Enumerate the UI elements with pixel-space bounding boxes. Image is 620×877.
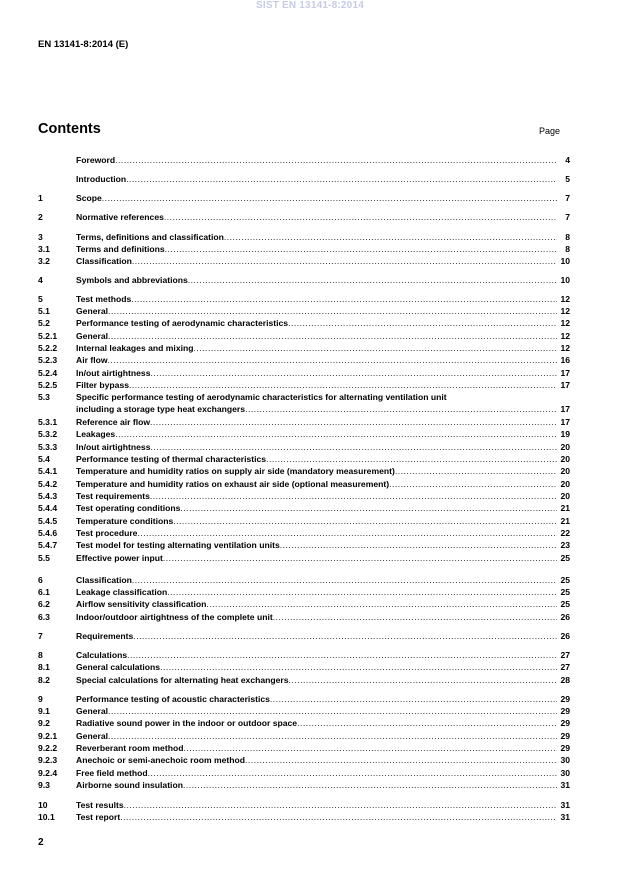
toc-leader-dots <box>108 731 557 742</box>
toc-leader-dots <box>124 800 557 811</box>
toc-entry[interactable] <box>38 317 570 329</box>
toc-entry-number: 5.2.4 <box>38 368 58 378</box>
toc-entry-page: 8 <box>565 232 570 242</box>
toc-entry-page: 29 <box>560 694 570 704</box>
toc-leader-dots <box>132 256 557 267</box>
toc-entry-page: 20 <box>560 454 570 464</box>
toc-entry[interactable] <box>38 255 570 267</box>
toc-entry-title: including a storage type heat exchangers <box>76 404 246 414</box>
toc-entry-title: Airborne sound insulation <box>76 780 183 790</box>
toc-entry-title-wrap <box>76 174 557 185</box>
toc-entry[interactable] <box>38 490 570 502</box>
toc-entry[interactable] <box>38 154 570 166</box>
toc-leader-dots <box>164 212 557 223</box>
toc-entry-number: 9.1 <box>38 706 50 716</box>
toc-entry[interactable] <box>38 574 570 586</box>
toc-entry-number: 6.2 <box>38 599 50 609</box>
toc-entry-title-wrap <box>76 800 557 811</box>
toc-entry[interactable] <box>38 754 570 766</box>
toc-entry-page: 17 <box>560 380 570 390</box>
toc-entry-title: Internal leakages and mixing <box>76 343 194 353</box>
toc-entry-title: Effective power input <box>76 553 163 563</box>
toc-leader-dots <box>137 528 557 539</box>
toc-leader-dots <box>297 718 557 729</box>
page-title: Contents <box>38 121 101 137</box>
toc-entry-number: 5.2.3 <box>38 355 58 365</box>
toc-entry[interactable] <box>38 173 570 185</box>
toc-leader-dots <box>183 780 557 791</box>
toc-entry-number: 5.2 <box>38 318 50 328</box>
toc-entry-page: 30 <box>560 768 570 778</box>
toc-entry-title-wrap <box>76 193 557 204</box>
toc-leader-dots <box>173 516 557 527</box>
toc-entry-number: 5.2.1 <box>38 331 58 341</box>
toc-leader-dots <box>148 768 557 779</box>
toc-entry-title-wrap <box>76 155 557 166</box>
toc-leader-dots <box>129 380 557 391</box>
toc-entry-page: 29 <box>560 743 570 753</box>
toc-entry-page: 8 <box>565 244 570 254</box>
toc-entry-page: 17 <box>560 368 570 378</box>
toc-entry-page: 29 <box>560 731 570 741</box>
toc-entry-title: Test results <box>76 800 124 810</box>
toc-entry-page: 17 <box>560 404 570 414</box>
toc-entry-page: 20 <box>560 442 570 452</box>
toc-entry-page: 10 <box>560 275 570 285</box>
toc-leader-dots <box>132 575 557 586</box>
toc-entry-number: 1 <box>38 193 43 203</box>
toc-entry[interactable] <box>38 811 570 823</box>
toc-entry-number: 5.3.3 <box>38 442 58 452</box>
toc-leader-dots <box>120 812 557 823</box>
toc-entry-number: 3.2 <box>38 256 50 266</box>
toc-entry-page: 27 <box>560 650 570 660</box>
toc-entry-title: Test procedure <box>76 528 138 538</box>
toc-entry-title-wrap <box>76 380 557 391</box>
toc-entry-page: 28 <box>560 675 570 685</box>
toc-entry-title: Foreword <box>76 155 116 165</box>
toc-entry-number: 7 <box>38 631 43 641</box>
toc-entry[interactable] <box>38 211 570 223</box>
toc-entry-number: 5.4.6 <box>38 528 58 538</box>
toc-entry[interactable] <box>38 742 570 754</box>
toc-leader-dots <box>108 306 557 317</box>
toc-entry-title: Normative references <box>76 212 164 222</box>
toc-leader-dots <box>133 631 557 642</box>
toc-entry[interactable] <box>38 441 570 453</box>
toc-leader-dots <box>395 466 557 477</box>
toc-entry[interactable] <box>38 305 570 317</box>
toc-leader-dots <box>280 540 557 551</box>
toc-entry-title: General <box>76 331 109 341</box>
toc-entry-title-wrap <box>76 479 557 490</box>
toc-entry-title: General <box>76 706 109 716</box>
toc-entry-title-wrap <box>76 706 557 717</box>
toc-entry-page: 7 <box>565 212 570 222</box>
toc-entry-title: Test operating conditions <box>76 503 181 513</box>
toc-leader-dots <box>108 706 557 717</box>
toc-entry-page: 25 <box>560 587 570 597</box>
toc-entry-title-wrap <box>76 755 557 766</box>
toc-leader-dots <box>150 442 557 453</box>
toc-entry-title-wrap <box>76 650 557 661</box>
toc-entry-number: 9.2 <box>38 718 50 728</box>
toc-entry-page: 27 <box>560 662 570 672</box>
toc-entry-title: Test model for testing alternating ventilation units <box>76 540 280 550</box>
toc-entry-page: 16 <box>560 355 570 365</box>
toc-entry[interactable] <box>38 231 570 243</box>
toc-entry-title-wrap <box>76 812 557 823</box>
toc-entry-title: Calculations <box>76 650 128 660</box>
toc-entry[interactable] <box>38 717 570 729</box>
toc-entry-title-wrap <box>76 244 557 255</box>
toc-entry-number: 9.2.2 <box>38 743 58 753</box>
toc-entry-page: 20 <box>560 491 570 501</box>
toc-entry-number: 3.1 <box>38 244 50 254</box>
toc-entry-title-wrap <box>76 694 557 705</box>
toc-entry-title: Symbols and abbreviations <box>76 275 188 285</box>
toc-entry-page: 26 <box>560 631 570 641</box>
toc-entry[interactable] <box>38 428 570 440</box>
toc-leader-dots <box>180 503 557 514</box>
toc-entry-page: 10 <box>560 256 570 266</box>
toc-entry-number: 5.3.1 <box>38 417 58 427</box>
toc-leader-dots <box>163 553 557 564</box>
toc-entry-page: 21 <box>560 516 570 526</box>
toc-entry[interactable] <box>38 403 570 415</box>
toc-entry-title-wrap <box>76 768 557 779</box>
toc-entry-number: 5.4.5 <box>38 516 58 526</box>
toc-entry-title-wrap <box>76 587 557 598</box>
toc-entry-title-wrap <box>76 232 557 243</box>
toc-entry-title: Radiative sound power in the indoor or outdoor space <box>76 718 298 728</box>
toc-entry-title-wrap <box>76 631 557 642</box>
toc-entry-page: 5 <box>565 174 570 184</box>
toc-entry-title: Specific performance testing of aerodynamic characteristics for alternating ventilation unit <box>76 392 447 402</box>
toc-entry-page: 30 <box>560 755 570 765</box>
toc-entry[interactable] <box>38 767 570 779</box>
toc-entry[interactable] <box>38 192 570 204</box>
toc-entry-page: 25 <box>560 575 570 585</box>
toc-entry-title-wrap <box>76 575 557 586</box>
toc-entry-number: 5.4.3 <box>38 491 58 501</box>
toc-entry-title: Test requirements <box>76 491 150 501</box>
toc-entry-number: 5.3.2 <box>38 429 58 439</box>
toc-entry-number: 5.1 <box>38 306 50 316</box>
toc-entry-title: Free field method <box>76 768 148 778</box>
toc-entry-number: 8.1 <box>38 662 50 672</box>
toc-entry-title-wrap <box>76 417 557 428</box>
toc-entry-page: 23 <box>560 540 570 550</box>
toc-leader-dots <box>150 417 557 428</box>
toc-entry-title: General <box>76 731 109 741</box>
toc-entry-page: 22 <box>560 528 570 538</box>
toc-entry-title-wrap <box>76 306 557 317</box>
toc-entry-title: Scope <box>76 193 102 203</box>
toc-entry[interactable] <box>38 293 570 305</box>
toc-entry-title: Anechoic or semi-anechoic room method <box>76 755 246 765</box>
toc-entry[interactable] <box>38 705 570 717</box>
toc-entry[interactable] <box>38 598 570 610</box>
toc-entry-number: 5.4.7 <box>38 540 58 550</box>
toc-entry-title: Performance testing of aerodynamic characteristics <box>76 318 289 328</box>
toc-entry-title-wrap <box>76 675 557 686</box>
toc-entry-number: 5 <box>38 294 43 304</box>
toc-entry[interactable] <box>38 465 570 477</box>
toc-entry[interactable] <box>38 354 570 366</box>
toc-entry[interactable] <box>38 661 570 673</box>
toc-entry-page: 12 <box>560 294 570 304</box>
toc-leader-dots <box>115 155 557 166</box>
toc-entry-title-wrap <box>76 343 557 354</box>
toc-entry-title: Test report <box>76 812 121 822</box>
toc-entry[interactable] <box>38 515 570 527</box>
toc-entry-page: 31 <box>560 800 570 810</box>
toc-entry[interactable] <box>38 391 570 403</box>
toc-entry-title-wrap <box>76 275 557 286</box>
toc-entry-title-wrap <box>76 491 557 502</box>
toc-entry-title: Leakages <box>76 429 116 439</box>
toc-entry-title: Terms and definitions <box>76 244 165 254</box>
toc-entry-title: Test methods <box>76 294 132 304</box>
toc-entry-number: 6 <box>38 575 43 585</box>
toc-entry-title-wrap <box>76 331 557 342</box>
toc-leader-dots <box>273 612 557 623</box>
toc-entry-page: 29 <box>560 706 570 716</box>
toc-leader-dots <box>131 294 557 305</box>
toc-entry-page: 7 <box>565 193 570 203</box>
toc-entry[interactable] <box>38 453 570 465</box>
toc-leader-dots <box>115 429 557 440</box>
toc-entry-title: Reference air flow <box>76 417 151 427</box>
toc-entry-title-wrap <box>76 743 557 754</box>
toc-entry-title: Requirements <box>76 631 134 641</box>
toc-entry-page: 20 <box>560 479 570 489</box>
toc-entry-title: Air flow <box>76 355 108 365</box>
toc-entry-number: 8.2 <box>38 675 50 685</box>
toc-entry-title: In/out airtightness <box>76 442 151 452</box>
toc-leader-dots <box>194 343 558 354</box>
toc-entry-title-wrap <box>76 442 557 453</box>
toc-entry[interactable] <box>38 416 570 428</box>
toc-entry-page: 12 <box>560 331 570 341</box>
toc-entry-title: In/out airtightness <box>76 368 151 378</box>
toc-entry-title-wrap <box>76 404 557 415</box>
toc-entry-title-wrap <box>76 599 557 610</box>
toc-leader-dots <box>245 404 557 415</box>
toc-entry[interactable] <box>38 502 570 514</box>
toc-leader-dots <box>167 587 557 598</box>
toc-leader-dots <box>245 755 557 766</box>
toc-entry-title-wrap <box>76 731 557 742</box>
toc-entry[interactable] <box>38 611 570 623</box>
toc-entry-title-wrap <box>76 516 557 527</box>
toc-entry-title-wrap <box>76 429 557 440</box>
toc-entry[interactable] <box>38 586 570 598</box>
toc-entry-page: 4 <box>565 155 570 165</box>
page-number: 2 <box>38 837 44 848</box>
toc-leader-dots <box>108 331 557 342</box>
toc-entry-page: 19 <box>560 429 570 439</box>
toc-leader-dots <box>266 454 557 465</box>
toc-entry-title-wrap <box>76 466 557 477</box>
toc-entry-title-wrap <box>76 662 557 673</box>
toc-entry-title: Classification <box>76 256 132 266</box>
toc-entry[interactable] <box>38 779 570 791</box>
toc-entry-title: Temperature and humidity ratios on supply air side (mandatory measurement) <box>76 466 395 476</box>
toc-entry[interactable] <box>38 630 570 642</box>
toc-leader-dots <box>389 479 557 490</box>
toc-entry-number: 10.1 <box>38 812 55 822</box>
toc-entry-page: 12 <box>560 306 570 316</box>
toc-entry[interactable] <box>38 478 570 490</box>
toc-entry-title-wrap <box>76 212 557 223</box>
toc-entry-title: Leakage classification <box>76 587 168 597</box>
toc-entry-number: 6.3 <box>38 612 50 622</box>
toc-entry[interactable] <box>38 379 570 391</box>
toc-entry[interactable] <box>38 799 570 811</box>
document-code: EN 13141-8:2014 (E) <box>38 39 129 50</box>
toc-entry-title-wrap <box>76 540 557 551</box>
toc-entry-title: Terms, definitions and classification <box>76 232 224 242</box>
toc-entry[interactable] <box>38 527 570 539</box>
toc-entry-number: 5.3 <box>38 392 50 402</box>
toc-leader-dots <box>150 368 557 379</box>
toc-entry[interactable] <box>38 539 570 551</box>
toc-entry-title-wrap <box>76 553 557 564</box>
toc-leader-dots <box>108 355 557 366</box>
toc-entry[interactable] <box>38 730 570 742</box>
toc-entry-number: 9.2.4 <box>38 768 58 778</box>
toc-entry-title: Filter bypass <box>76 380 130 390</box>
toc-entry-page: 26 <box>560 612 570 622</box>
toc-entry-title: Classification <box>76 575 132 585</box>
toc-entry-number: 2 <box>38 212 43 222</box>
toc-leader-dots <box>126 174 557 185</box>
toc-entry-title-wrap <box>76 294 557 305</box>
toc-entry-page: 12 <box>560 343 570 353</box>
toc-entry[interactable] <box>38 367 570 379</box>
toc-entry-title-wrap <box>76 503 557 514</box>
toc-entry-page: 25 <box>560 599 570 609</box>
toc-entry-title-wrap <box>76 256 557 267</box>
toc-entry-number: 10 <box>38 800 48 810</box>
toc-entry-title: Special calculations for alternating heat exchangers <box>76 675 289 685</box>
toc-entry-number: 9 <box>38 694 43 704</box>
toc-entry-page: 25 <box>560 553 570 563</box>
toc-entry-page: 31 <box>560 812 570 822</box>
toc-entry-title: Airflow sensitivity classification <box>76 599 207 609</box>
toc-entry-page: 20 <box>560 466 570 476</box>
toc-entry-number: 3 <box>38 232 43 242</box>
toc-leader-dots <box>289 675 557 686</box>
toc-entry-number: 5.2.2 <box>38 343 58 353</box>
toc-entry-title-wrap <box>76 780 557 791</box>
toc-entry-page: 12 <box>560 318 570 328</box>
toc-entry-title: Performance testing of acoustic characteristics <box>76 694 270 704</box>
toc-entry-number: 6.1 <box>38 587 50 597</box>
page-column-label: Page <box>539 126 561 136</box>
toc-entry[interactable] <box>38 693 570 705</box>
toc-leader-dots <box>206 599 557 610</box>
toc-entry-number: 4 <box>38 275 43 285</box>
toc-entry-number: 5.4 <box>38 454 50 464</box>
toc-entry-title: Temperature conditions <box>76 516 174 526</box>
toc-entry[interactable] <box>38 649 570 661</box>
toc-entry-title-wrap <box>76 612 557 623</box>
toc-leader-dots <box>183 743 557 754</box>
toc-leader-dots <box>270 694 557 705</box>
toc-entry-title: General calculations <box>76 662 161 672</box>
toc-entry[interactable] <box>38 243 570 255</box>
toc-leader-dots <box>224 232 557 243</box>
toc-entry-page: 17 <box>560 417 570 427</box>
toc-entry-title-wrap <box>76 318 557 329</box>
toc-entry-number: 5.4.4 <box>38 503 58 513</box>
toc-entry-page: 29 <box>560 718 570 728</box>
toc-leader-dots <box>165 244 557 255</box>
toc-entry-title: Reverberant room method <box>76 743 184 753</box>
toc-entry[interactable] <box>38 330 570 342</box>
toc-entry-title-wrap <box>76 392 557 403</box>
toc-entry-number: 5.2.5 <box>38 380 58 390</box>
toc-entry-title: General <box>76 306 109 316</box>
toc-entry-number: 9.3 <box>38 780 50 790</box>
toc-entry-title-wrap <box>76 454 557 465</box>
toc-leader-dots <box>288 318 557 329</box>
toc-entry-title-wrap <box>76 368 557 379</box>
toc-entry[interactable] <box>38 552 570 564</box>
watermark: SIST EN 13141-8:2014 <box>256 0 364 11</box>
toc-entry-page: 31 <box>560 780 570 790</box>
toc-leader-dots <box>102 193 557 204</box>
toc-leader-dots <box>160 662 557 673</box>
toc-leader-dots <box>127 650 557 661</box>
toc-entry-title-wrap <box>76 355 557 366</box>
toc-entry[interactable] <box>38 674 570 686</box>
toc-entry-title-wrap <box>76 718 557 729</box>
toc-entry-title: Indoor/outdoor airtightness of the complete unit <box>76 612 273 622</box>
toc-entry[interactable] <box>38 342 570 354</box>
toc-entry-number: 9.2.1 <box>38 731 58 741</box>
toc-entry-number: 5.5 <box>38 553 50 563</box>
toc-entry-title: Introduction <box>76 174 127 184</box>
toc-entry-page: 21 <box>560 503 570 513</box>
toc-entry-number: 5.4.1 <box>38 466 58 476</box>
toc-entry-title: Temperature and humidity ratios on exhaust air side (optional measurement) <box>76 479 390 489</box>
toc-entry-number: 9.2.3 <box>38 755 58 765</box>
toc-entry-title: Performance testing of thermal characteristics <box>76 454 267 464</box>
toc-entry-number: 5.4.2 <box>38 479 58 489</box>
toc-leader-dots <box>150 491 557 502</box>
toc-entry-title-wrap <box>76 528 557 539</box>
toc-entry-number: 8 <box>38 650 43 660</box>
toc-entry[interactable] <box>38 274 570 286</box>
toc-leader-dots <box>188 275 557 286</box>
